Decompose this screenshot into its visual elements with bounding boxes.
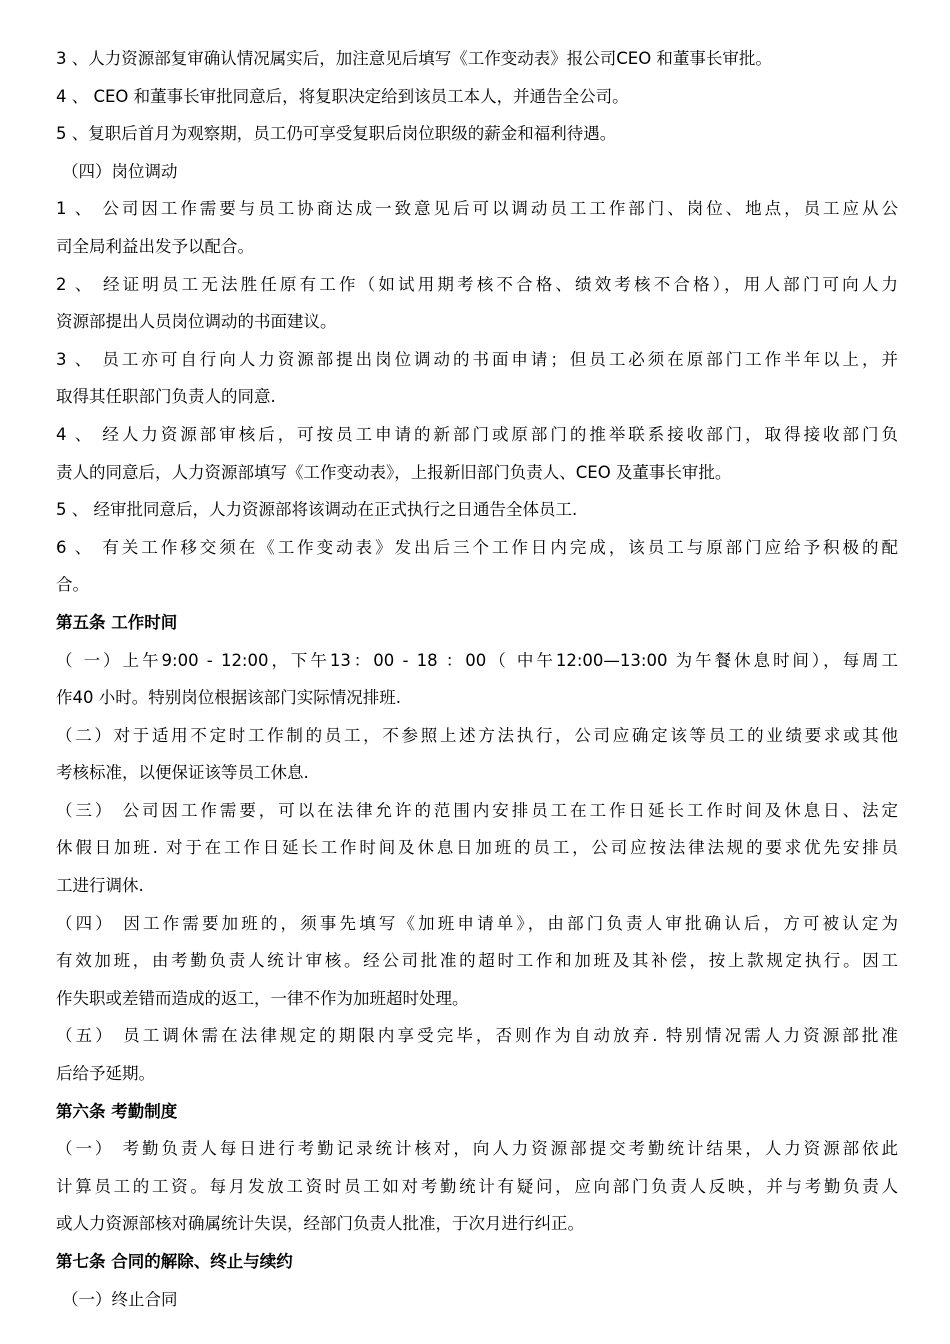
paragraph-line: 5 、复职后首月为观察期，员工仍可享受复职后岗位职级的薪金和福利待遇。 bbox=[56, 124, 617, 144]
paragraph-line: 作失职或差错而造成的返工，一律不作为加班超时处理。 bbox=[56, 988, 469, 1008]
paragraph-line: 后给予延期。 bbox=[56, 1064, 155, 1084]
paragraph-line: （三） 公司因工作需要，可以在法律允许的范围内安排员工在工作日延长工作时间及休息日、法定 bbox=[56, 800, 898, 820]
paragraph-line: 4 、 CEO 和董事长审批同意后，将复职决定给到该员工本人，并通告全公司。 bbox=[56, 86, 629, 106]
paragraph-line: 工进行调休. bbox=[56, 876, 144, 896]
document-page bbox=[56, 40, 898, 1318]
paragraph-line: 责人的同意后，人力资源部填写《工作变动表》，上报新旧部门负责人、CEO 及董事长审批。 bbox=[56, 462, 732, 482]
paragraph-line: 3 、人力资源部复审确认情况属实后，加注意见后填写《工作变动表》报公司CEO 和董事长审批。 bbox=[56, 49, 772, 68]
paragraph-line: 4 、 经人力资源部审核后，可按员工申请的新部门或原部门的推举联系接收部门，取得接收部门负 bbox=[56, 424, 898, 444]
paragraph-line: 5 、 经审批同意后，人力资源部将该调动在正式执行之日通告全体员工. bbox=[56, 500, 578, 520]
paragraph-line: 休假日加班. 对于在工作日延长工作时间及休息日加班的员工，公司应按法律法规的要求优先安排员 bbox=[56, 838, 898, 858]
paragraph-line: 取得其任职部门负责人的同意. bbox=[56, 387, 276, 407]
section-heading: 第七条 合同的解除、终止与续约 bbox=[56, 1252, 293, 1271]
paragraph-line: 司全局利益出发予以配合。 bbox=[56, 236, 254, 256]
section-heading: 第五条 工作时间 bbox=[56, 612, 178, 632]
paragraph-line: （一） 考勤负责人每日进行考勤记录统计核对，向人力资源部提交考勤统计结果，人力资源部依此 bbox=[56, 1139, 898, 1159]
paragraph-line: 有效加班，由考勤负责人统计审核。经公司批准的超时工作和加班及其补偿，按上款规定执行。因工 bbox=[56, 951, 898, 971]
paragraph-line: 作40 小时。特别岗位根据该部门实际情况排班. bbox=[56, 688, 401, 708]
paragraph-line: （五） 员工调休需在法律规定的期限内享受完毕，否则作为自动放弃. 特别情况需人力资源部批准 bbox=[56, 1026, 898, 1046]
paragraph-line: 或人力资源部核对确属统计失误，经部门负责人批准，于次月进行纠正。 bbox=[56, 1214, 584, 1234]
paragraph-line: 2 、 经证明员工无法胜任原有工作（如试用期考核不合格、绩效考核不合格），用人部门可向人力 bbox=[56, 274, 898, 294]
paragraph-line: 计算员工的工资。每月发放工资时员工如对考勤统计有疑问，应向部门负责人反映，并与考勤负责人 bbox=[56, 1176, 898, 1196]
paragraph-line: 资源部提出人员岗位调动的书面建议。 bbox=[56, 312, 337, 332]
paragraph-line: 6 、 有关工作移交须在《工作变动表》发出后三个工作日内完成，该员工与原部门应给予积极的配 bbox=[56, 537, 898, 557]
paragraph-line: （四）岗位调动 bbox=[62, 161, 178, 181]
paragraph-line: 3 、 员工亦可自行向人力资源部提出岗位调动的书面申请；但员工必须在原部门工作半年以上，并 bbox=[56, 349, 898, 369]
paragraph-line: 考核标准，以便保证该等员工休息. bbox=[56, 763, 309, 783]
section-heading: 第六条 考勤制度 bbox=[56, 1101, 178, 1121]
paragraph-line: 1 、 公司因工作需要与员工协商达成一致意见后可以调动员工工作部门、岗位、地点，员工应从公 bbox=[56, 199, 898, 219]
paragraph-line: （二）对于适用不定时工作制的员工，不参照上述方法执行，公司应确定该等员工的业绩要求或其他 bbox=[56, 725, 898, 745]
paragraph-line: （四） 因工作需要加班的，须事先填写《加班申请单》，由部门负责人审批确认后，方可被认定为 bbox=[56, 913, 898, 933]
paragraph-line: （一）终止合同 bbox=[62, 1289, 178, 1309]
paragraph-line: （ 一）上午9:00 - 12:00，下午13：00 - 18 ：00（ 中午12:00—13:00 为午餐休息时间），每周工 bbox=[56, 650, 898, 670]
paragraph-line: 合。 bbox=[56, 575, 89, 595]
